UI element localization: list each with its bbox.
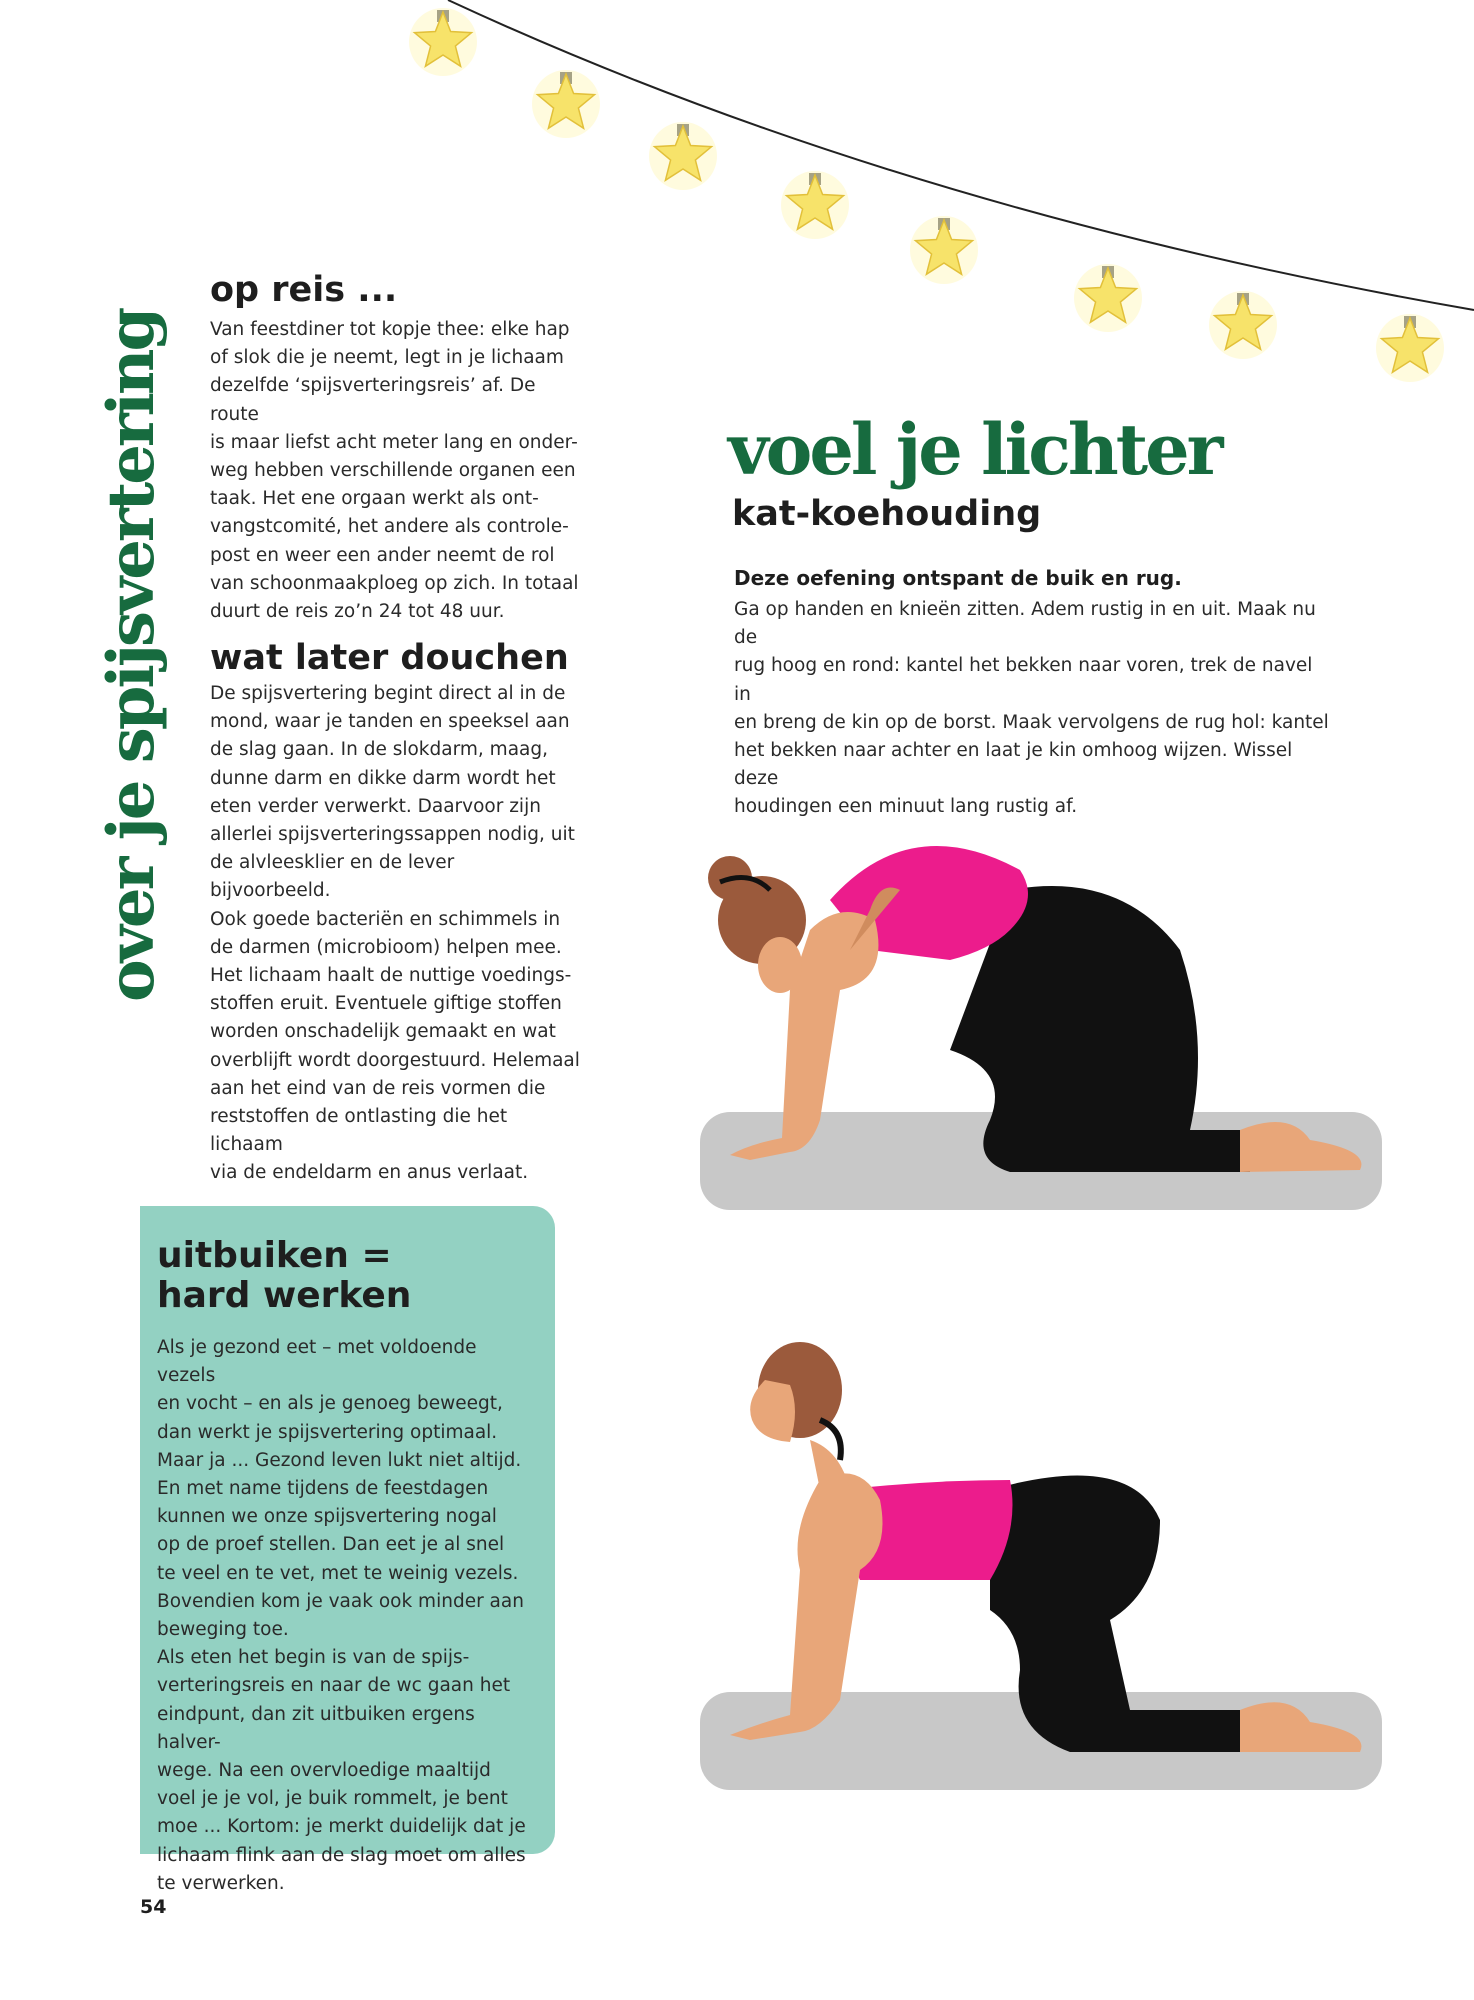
section-shower-body: De spijsvertering begint direct al in de mond, waar je tanden en speeksel aan de slag gaan. In de slokdarm, maag, dunne darm en dikke darm wordt het eten verder verwerkt. Daarvoor zijn allerlei spijsverteringssappen nodig, uit de alvleesklier en de lever bijvoorbeeld. Ook goede bacteriën en schimmels in de darmen (microbioom) helpen mee. Het lichaam haalt de nuttige voedings- stoffen eruit. Eventuele giftige stoffen worden onschadelijk gemaakt en wat overblijft wordt doorgestuurd. Helemaal aan het eind van de reis vormen die reststoffen de ontlasting die het lichaam via de endeldarm en anus verlaat. (210, 683, 580, 1184)
cow-pose-illustration (690, 1330, 1390, 1810)
exercise-subtitle: kat-koehouding (732, 494, 1042, 534)
section-travel-body: Van feestdiner tot kopje thee: elke hap of slok die je neemt, legt in je lichaam dezelfde ‘spijsverteringsreis’ af. De route is maar liefst acht meter lang en onder- weg hebben verschillende organen een taak. Het ene orgaan werkt als ont- vangstcomité, het andere als controle- post en weer een ander neemt de rol van schoonmaakploeg op zich. In totaal duurt de reis zo’n 24 tot 48 uur. (210, 319, 579, 623)
section-travel-heading: op reis ... (210, 270, 398, 310)
section-travel (210, 270, 580, 626)
sidebar-box-body: Als je gezond eet – met voldoende vezels en vocht – en als je genoeg beweegt, dan werkt je spijsvertering optimaal. Maar ja ... Gezond leven lukt niet altijd. En met name tijdens de feestdagen kunnen we onze spijsvertering nogal op de proef stellen. Dan eet je al snel te veel en te vet, met te weinig vezels. Bovendien kom je vaak ook minder aan beweging toe. Als eten het begin is van de spijs- verteringsreis en naar de wc gaan het eindpunt, dan zit uitbuiken ergens halver- wege. Na een overvloedige maaltijd voel je je vol, je buik rommelt, je bent moe ... Kortom: je merkt duidelijk dat je lichaam flink aan de slag moet om alles te verwerken. (157, 1337, 526, 1894)
exercise-intro: Deze oefening ontspant de buik en rug. (734, 566, 1182, 590)
section-shower (210, 638, 580, 1188)
exercise-title: voel je lichter (728, 408, 1221, 491)
exercise-instructions: Ga op handen en knieën zitten. Adem rustig in en uit. Maak nu de rug hoog en rond: kantel het bekken naar voren, trek de navel in en breng de kin op de borst. Maak vervolgens de rug hol: kantel het bekken naar achter en laat je kin omhoog wijzen. Wissel deze houdingen een minuut lang rustig af. (734, 599, 1329, 818)
section-shower-heading: wat later douchen (210, 638, 569, 678)
sidebar-box (140, 1206, 555, 1894)
page-number: 54 (140, 1896, 167, 1918)
side-title: over je spijsvertering (94, 309, 169, 1002)
sidebar-box-heading: uitbuiken = hard werken (157, 1235, 412, 1316)
cat-pose-illustration (690, 800, 1390, 1220)
